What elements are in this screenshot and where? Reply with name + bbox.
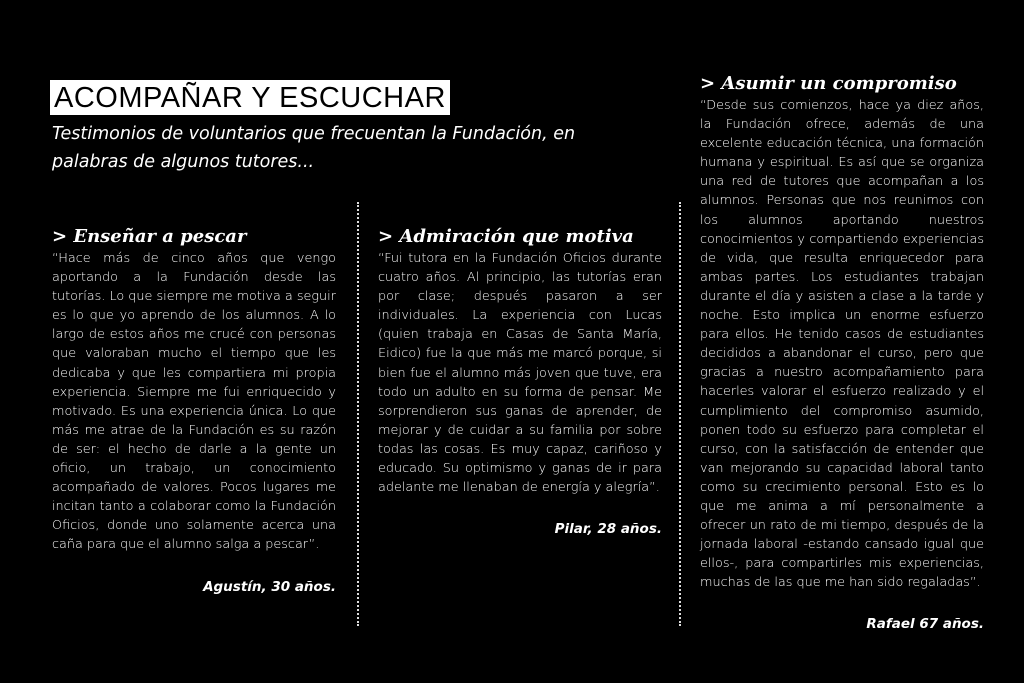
column-divider-2 [679,202,681,626]
testimonial-heading: > Enseñar a pescar [52,226,247,247]
testimonial-heading: > Admiración que motiva [378,226,634,247]
testimonial-column-2 [378,226,662,539]
testimonial-body: “Hace más de cinco años que vengo aportando a la Fundación desde las tutorías. Lo que siempre me motiva a seguir es lo que yo aprendo de los alumnos. A lo largo de estos años me crucé con personas que valoraban mucho el tiempo que les dedicaba y que les compartiera mi propia experiencia. Siempre me fui enriquecido y motivado. Es una experiencia única. Lo que más me atrae de la Fundación es su razón de ser: el hecho de darle a la gente un oficio, un trabajo, un conocimiento acompañado de valores. Pocos lugares me incitan tanto a colaborar como la Fundación Oficios, donde uno solamente acerca una caña para que el alumno salga a pescar”. [52,251,336,553]
testimonial-signature: Pilar, 28 años. [554,521,662,538]
testimonial-body: “Fui tutora en la Fundación Oficios durante cuatro años. Al principio, las tutorías eran por clase; después pasaron a ser individuales. La experiencia con Lucas (quien trabaja en Casas de Santa María, Eidico) fue la que más me marcó porque, si bien fue el alumno más joven que tuve, era todo un adulto en su forma de pensar. Me sorprendieron sus ganas de aprender, de mejorar y de cuidar a su familia por sobre todas las cosas. Es muy capaz, cariñoso y educado. Su optimismo y ganas de ir para adelante me llenaban de energía y alegría”. [378,251,662,496]
page-subtitle: Testimonios de voluntarios que frecuentan la Fundación, en palabras de algunos tutores... [52,124,576,172]
testimonial-body: “Desde sus comienzos, hace ya diez años, la Fundación ofrece, además de una excelente educación técnica, una formación humana y espiritual. Es así que se organiza una red de tutores que acompañan a los alumnos. Personas que nos reunimos con los alumnos aportando nuestros conocimientos y compartiendo experiencias de vida, que resulta enriquecedor para ambas partes. Los estudiantes trabajan durante el día y asisten a clase a la tarde y noche. Esto implica un enorme esfuerzo para ellos. He tenido casos de estudiantes decididos a abandonar el curso, pero que gracias a nuestro acompañamiento para hacerles valorar el esfuerzo realizado y el cumplimiento del compromiso asumido, ponen todo su esfuerzo para completar el curso, con la satisfacción de entender que van mejorando su capacidad laboral tanto como su crecimiento personal. Esto es lo que me anima a mí personalmente a ofrecer un rato de mi tiempo, después de la jornada laboral -estando cansado igual que ellos-, para compartirles mis experiencias, muchas de las que me han sido regaladas”. [700,98,984,591]
testimonial-heading: > Asumir un compromiso [700,73,957,94]
testimonial-column-1 [52,226,336,597]
column-divider-1 [357,202,359,626]
testimonial-signature: Agustín, 30 años. [203,578,336,595]
testimonial-signature: Rafael 67 años. [866,616,984,633]
page-title: ACOMPAÑAR Y ESCUCHAR [50,80,450,115]
testimonial-column-3 [700,73,984,635]
